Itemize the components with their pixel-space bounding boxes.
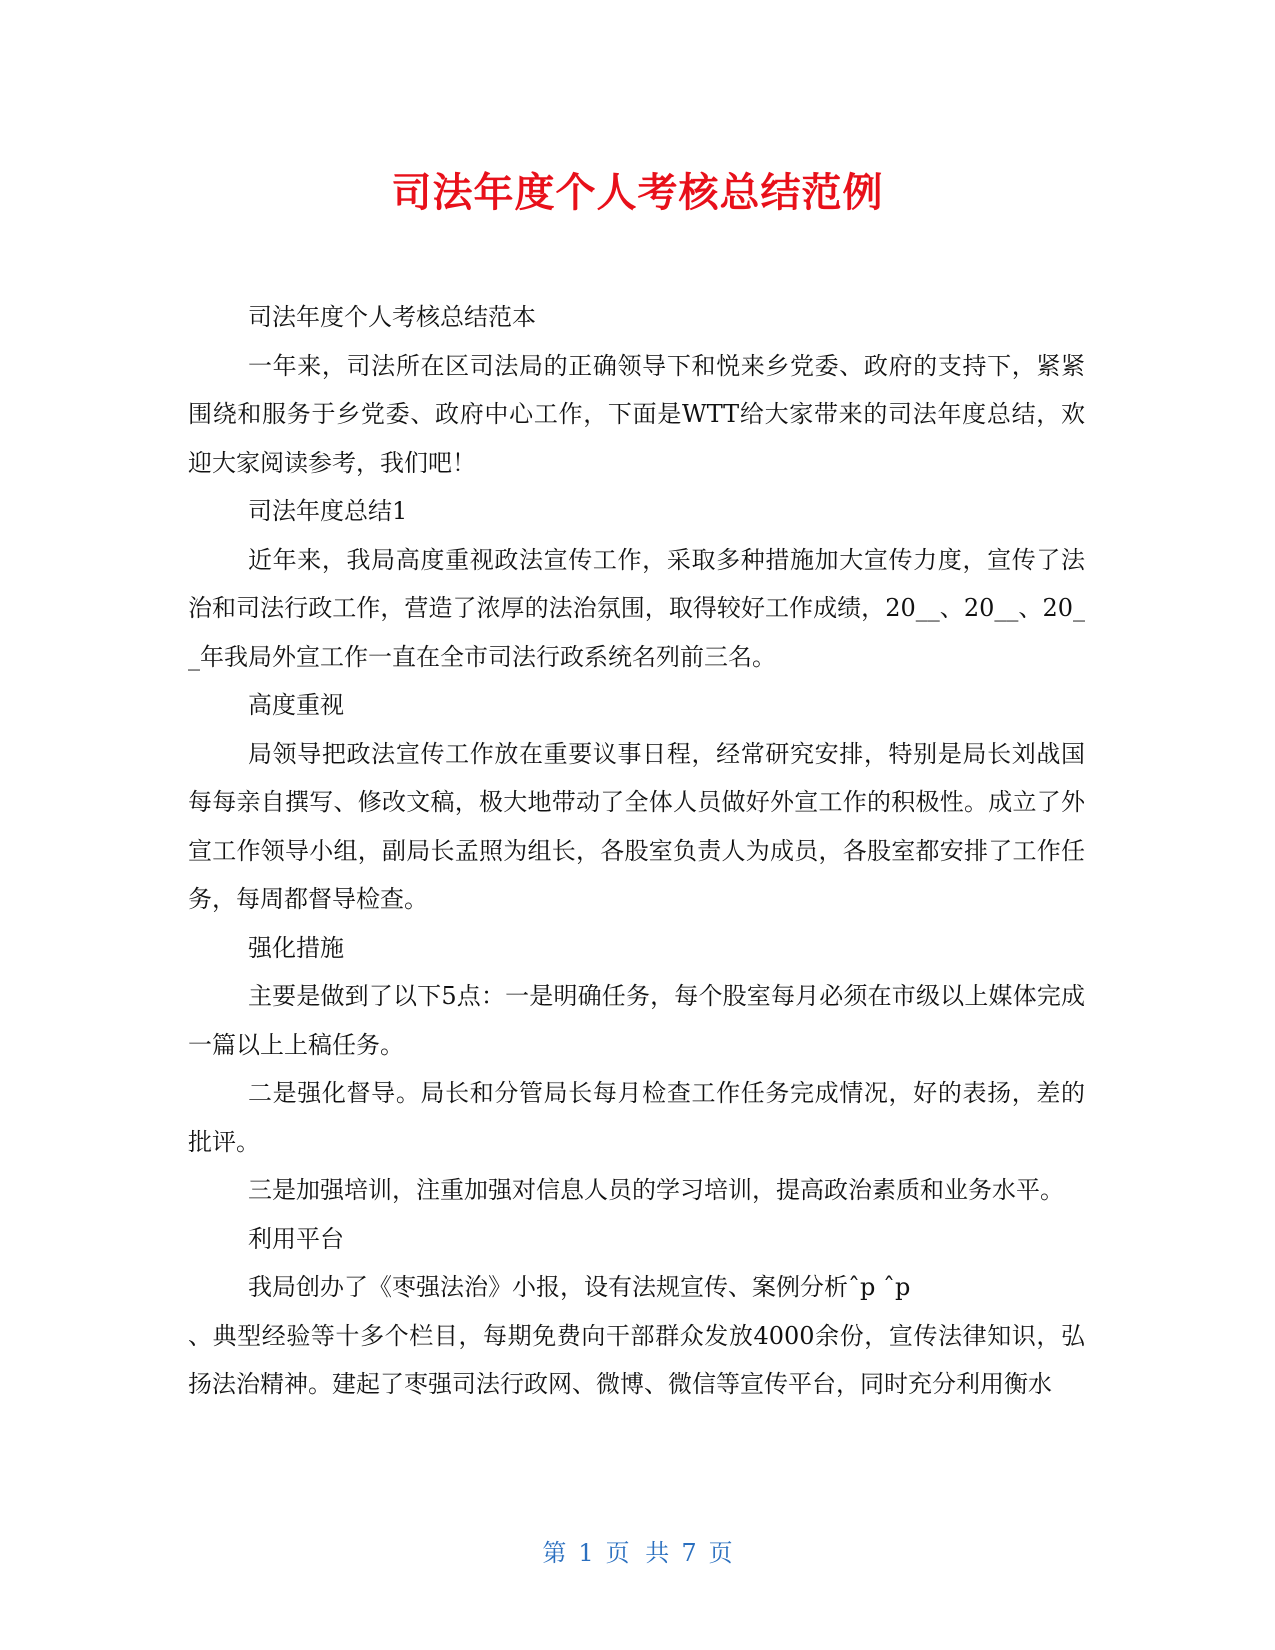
paragraph-continuation: 、典型经验等十多个栏目，每期免费向干部群众发放4000余份，宣传法律知识，弘扬法治精神。建起了枣强司法行政网、微博、微信等宣传平台，同时充分利用衡水 <box>188 1321 1085 1398</box>
footer-middle: 页 共 <box>605 1539 670 1567</box>
footer-current-page: 1 <box>578 1539 594 1567</box>
footer-prefix: 第 <box>542 1539 567 1567</box>
paragraph: 主要是做到了以下5点：一是明确任务，每个股室每月必须在市级以上媒体完成一篇以上上稿任务。 <box>188 982 1085 1059</box>
paragraph-heading: 高度重视 <box>248 691 344 719</box>
footer-suffix: 页 <box>708 1539 733 1567</box>
paragraph-section-heading: 司法年度总结1 <box>248 497 408 525</box>
paragraph: 二是强化督导。局长和分管局长每月检查工作任务完成情况，好的表扬，差的批评。 <box>188 1079 1085 1156</box>
paragraph-heading: 强化措施 <box>248 933 344 962</box>
footer-total-pages: 7 <box>681 1539 697 1567</box>
page-footer <box>0 1537 1275 1569</box>
paragraph-subtitle: 司法年度个人考核总结范本 <box>248 303 536 331</box>
paragraph-intro: 一年来，司法所在区司法局的正确领导下和悦来乡党委、政府的支持下，紧紧围绕和服务于乡党委、政府中心工作，下面是WTT给大家带来的司法年度总结，欢迎大家阅读参考，我们吧！ <box>188 351 1085 477</box>
paragraph: 局领导把政法宣传工作放在重要议事日程，经常研究安排，特别是局长刘战国每每亲自撰写、修改文稿，极大地带动了全体人员做好外宣工作的积极性。成立了外宣工作领导小组，副局长孟照为组长，各股室负责人为成员，各股室都安排了工作任务，每周都督导检查。 <box>188 739 1085 913</box>
paragraph: 我局创办了《枣强法治》小报，设有法规宣传、案例分析ˆp ˆp <box>248 1273 911 1301</box>
paragraph: 近年来，我局高度重视政法宣传工作，采取多种措施加大宣传力度，宣传了法治和司法行政工作，营造了浓厚的法治氛围，取得较好工作成绩，20__、20__、20__年我局外宣工作一直在全市司法行政系统名列前三名。 <box>188 545 1085 671</box>
paragraph-heading: 利用平台 <box>248 1224 344 1253</box>
paragraph: 三是加强培训，注重加强对信息人员的学习培训，提高政治素质和业务水平。 <box>248 1176 1064 1204</box>
document-body <box>188 293 1085 1409</box>
document-title: 司法年度个人考核总结范例 <box>391 170 884 216</box>
